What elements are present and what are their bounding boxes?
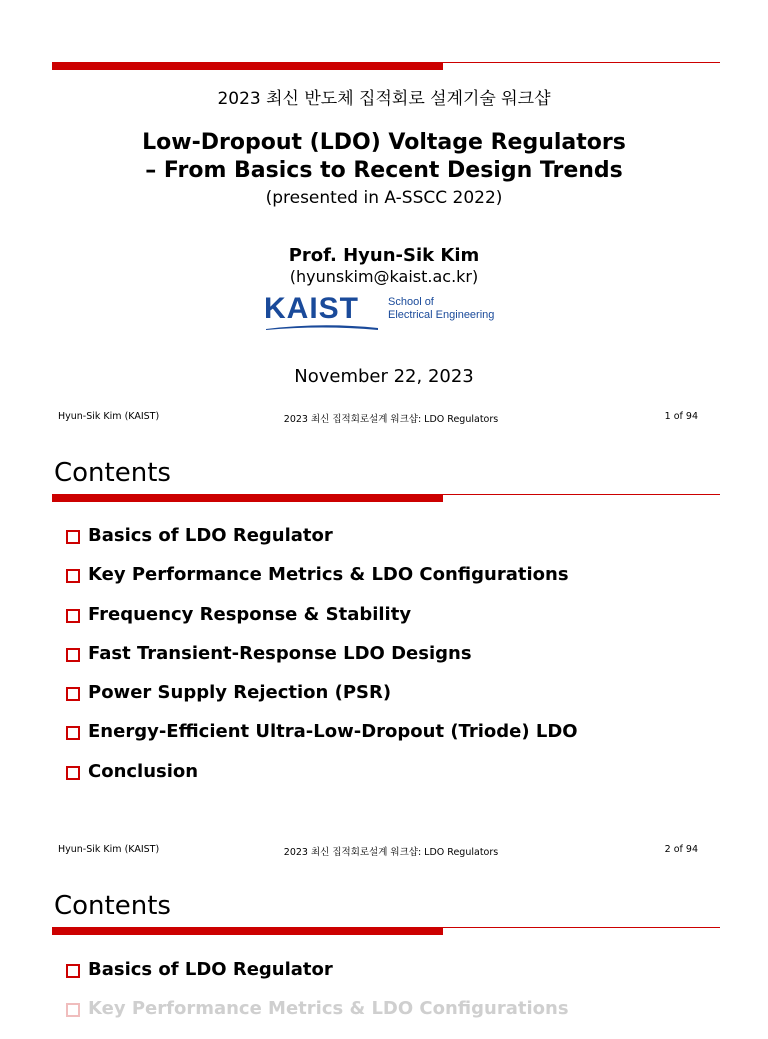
rule-thin-segment: [443, 62, 720, 63]
contents-item-label: Key Performance Metrics & LDO Configurations: [88, 564, 569, 586]
kaist-logo-wordmark: KAIST: [264, 292, 359, 325]
footer-page-number: 2 of 94: [664, 844, 698, 855]
slide2-footer: [0, 844, 768, 858]
contents-item-label: Basics of LDO Regulator: [88, 959, 333, 980]
contents-item-label: Frequency Response & Stability: [88, 603, 412, 625]
contents-item-label: Power Supply Rejection (PSR): [88, 682, 392, 704]
footer-author: Hyun-Sik Kim (KAIST): [58, 411, 160, 422]
contents-item-label: Key Performance Metrics & LDO Configurations: [88, 998, 569, 1020]
author-name: Prof. Hyun-Sik Kim: [288, 245, 480, 266]
contents-item-label: Energy-Efficient Ultra-Low-Dropout (Triode) LDO: [88, 721, 578, 743]
kaist-logo: [264, 294, 504, 334]
presentation-subtitle: (presented in A-SSCC 2022): [265, 188, 503, 208]
slide1-footer: [0, 411, 768, 425]
rule-thick-segment: [52, 494, 443, 502]
slide2-title-rule: [52, 494, 720, 502]
checkbox-bullet-icon: [66, 726, 80, 740]
presentation-date: November 22, 2023: [294, 366, 474, 387]
checkbox-bullet-icon: [66, 609, 80, 623]
footer-page-number: 1 of 94: [664, 411, 698, 422]
checkbox-bullet-icon: [66, 1003, 80, 1017]
checkbox-bullet-icon: [66, 964, 80, 978]
kaist-dept-line2: Electrical Engineering: [388, 309, 495, 321]
presentation-title-line2: – From Basics to Recent Design Trends: [145, 158, 623, 183]
kaist-logo-department: [388, 296, 494, 322]
checkbox-bullet-icon: [66, 648, 80, 662]
presentation-title-line1: Low-Dropout (LDO) Voltage Regulators: [142, 130, 626, 155]
kaist-dept-line1: School of: [388, 296, 434, 308]
rule-thick-segment: [52, 62, 443, 70]
contents-item-label: Fast Transient-Response LDO Designs: [88, 642, 472, 664]
contents-item-label: Basics of LDO Regulator: [88, 525, 333, 546]
slide3-title: Contents: [54, 891, 171, 921]
contents-item-label: Conclusion: [88, 760, 199, 782]
slide1-top-rule: [52, 62, 720, 70]
checkbox-bullet-icon: [66, 530, 80, 544]
slide3-title-rule: [52, 927, 720, 935]
checkbox-bullet-icon: [66, 569, 80, 583]
author-email: (hyunskim@kaist.ac.kr): [289, 267, 479, 286]
checkbox-bullet-icon: [66, 766, 80, 780]
rule-thick-segment: [52, 927, 443, 935]
rule-thin-segment: [443, 494, 720, 495]
footer-author: Hyun-Sik Kim (KAIST): [58, 844, 160, 855]
rule-thin-segment: [443, 927, 720, 928]
checkbox-bullet-icon: [66, 687, 80, 701]
workshop-title: 2023 최신 반도체 집적회로 설계기술 워크샵: [217, 89, 551, 109]
footer-title: 2023 최신 집적회로설계 워크샵: LDO Regulators: [283, 414, 499, 425]
slide2-title: Contents: [54, 458, 171, 488]
footer-title: 2023 최신 집적회로설계 워크샵: LDO Regulators: [283, 847, 499, 858]
kaist-logo-swoosh-icon: [266, 324, 378, 330]
